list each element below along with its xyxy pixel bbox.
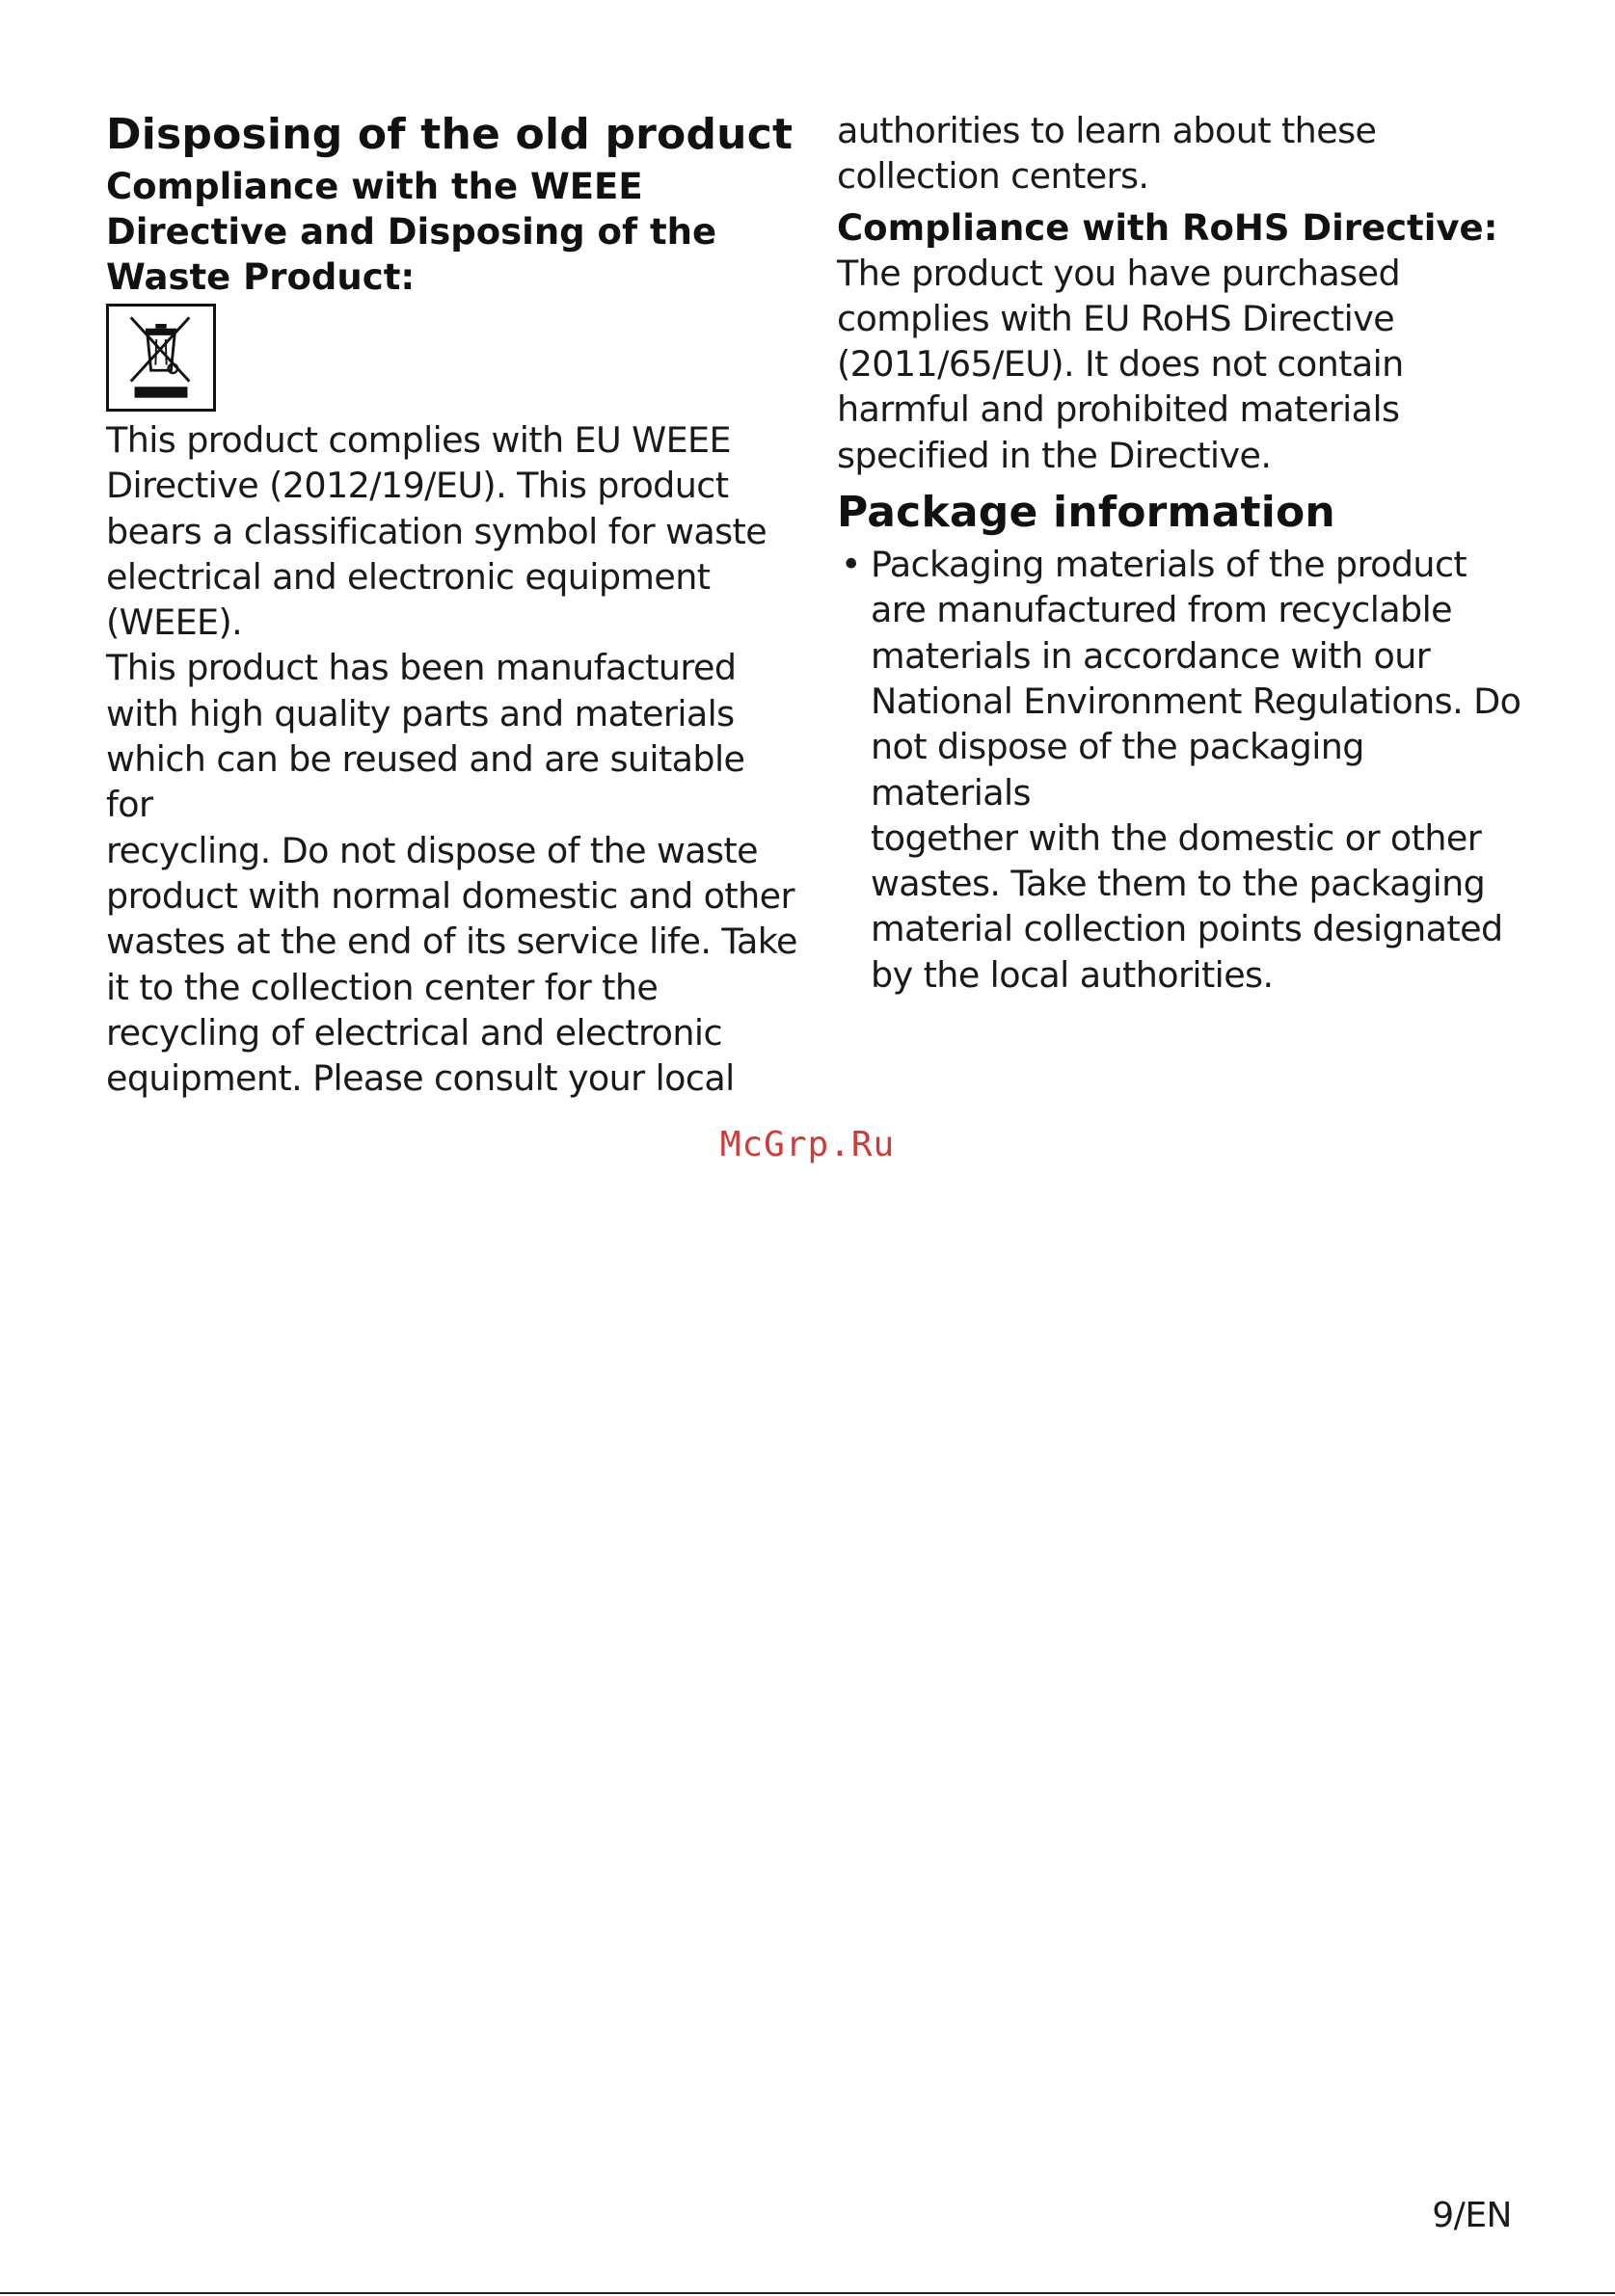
text-line: harmful and prohibited materials [837, 388, 1400, 431]
weee-crossed-bin-icon [106, 304, 216, 412]
text-line: product with normal domestic and other [106, 874, 794, 917]
weee-paragraph-2 [106, 645, 800, 1101]
text-line: (WEEE). [106, 601, 243, 644]
text-line: material collection points designated [871, 908, 1503, 950]
text-line: bears a classification symbol for waste [106, 510, 767, 552]
text-line: wastes at the end of its service life. Take [106, 921, 797, 963]
right-column [837, 108, 1531, 998]
watermark-link[interactable]: McGrp.Ru [719, 1125, 896, 1164]
text-line: specified in the Directive. [837, 434, 1272, 476]
weee-heading-line: Compliance with the WEEE [106, 166, 643, 207]
section-title-disposing: Disposing of the old product [106, 110, 794, 159]
text-line: This product has been manufactured [106, 647, 737, 689]
text-line: it to the collection center for the [106, 966, 659, 1008]
list-item [837, 542, 1531, 998]
text-line: are manufactured from recyclable [871, 589, 1452, 631]
weee-heading-line: Directive and Disposing of the [106, 211, 717, 253]
text-line: wastes. Take them to the packaging [871, 863, 1486, 905]
text-line: Directive (2012/19/EU). This product [106, 465, 729, 507]
continuation-paragraph [837, 108, 1531, 200]
text-line: Packaging materials of the product [871, 544, 1467, 586]
bottom-divider [0, 2292, 1615, 2294]
page-number: 9/EN [1432, 2196, 1512, 2235]
text-line: equipment. Please consult your local [106, 1057, 735, 1100]
text-line: The product you have purchased [837, 252, 1401, 294]
rohs-heading: Compliance with RoHS Directive: [837, 206, 1498, 249]
text-line: (2011/65/EU). It does not contain [837, 343, 1404, 386]
section-title-package: Package information [837, 488, 1335, 538]
text-line: recycling of electrical and electronic [106, 1011, 722, 1054]
left-column [106, 108, 800, 1101]
weee-paragraph-1 [106, 417, 800, 645]
text-line: complies with EU RoHS Directive [837, 297, 1395, 339]
text-line: National Environment Regulations. Do [871, 680, 1521, 722]
text-line: collection centers. [837, 155, 1149, 198]
text-line: materials in accordance with our [871, 634, 1431, 677]
text-line: recycling. Do not dispose of the waste [106, 829, 758, 871]
text-line: authorities to learn about these [837, 110, 1377, 151]
text-line: together with the domestic or other [871, 816, 1482, 859]
package-list [837, 542, 1531, 998]
text-line: which can be reused and are suitable for [106, 738, 745, 826]
text-line: This product complies with EU WEEE [106, 419, 731, 461]
text-line: with high quality parts and materials [106, 692, 735, 734]
bullet-icon: • [841, 544, 861, 586]
text-line: by the local authorities. [871, 953, 1274, 996]
text-line: electrical and electronic equipment [106, 555, 711, 598]
weee-heading-line: Waste Product: [106, 256, 416, 298]
rohs-paragraph [837, 251, 1531, 478]
weee-heading [106, 164, 800, 300]
text-line: not dispose of the packaging materials [871, 726, 1364, 814]
